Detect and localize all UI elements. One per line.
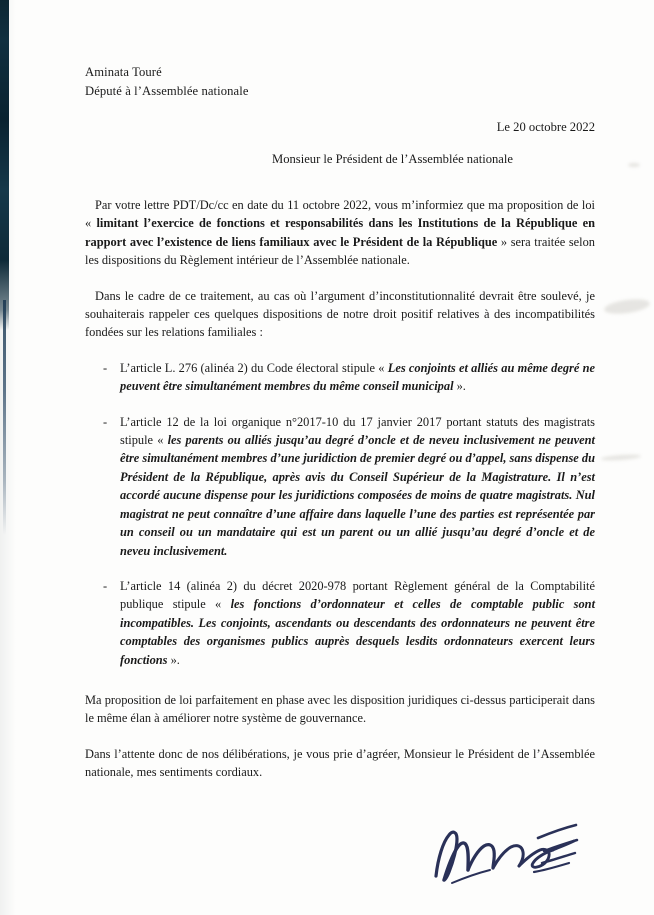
scan-edge-artifact-top (0, 0, 9, 330)
handwritten-signature (416, 806, 606, 898)
paragraph-closing-1: Ma proposition de loi parfaitement en phase avec les disposition juridiques ci-dessus participerait dans le même élan à améliorer notre système de gouvernance. (85, 692, 595, 726)
article-tail: ». (453, 379, 466, 394)
scan-smudge (603, 297, 650, 316)
addressee-line: Monsieur le Président de l’Assemblée nationale (272, 152, 513, 166)
article-quote: les fonctions d’ordonnateur et celles de comptable public sont incompatibles. Les conjoints, ascendants ou descendants des ordonnateurs ne peuvent être comptables des organismes publics auprès desquels lesdits ordonnateurs exercent leurs fonctions (120, 597, 596, 667)
article-quote: Les conjoints et alliés au même degré ne peuvent être simultanément membres du même conseil municipal (120, 360, 595, 394)
article-lead: L’article 12 de la loi organique n°2017-10 du 17 janvier 2017 portant statuts des magistrats stipule « (120, 414, 595, 448)
paragraph-context: Dans le cadre de ce traitement, au cas où l’argument d’inconstitutionnalité devrait être soulevé, je souhaiterais rappeler ces quelques dispositions de notre droit positif relatives à des incompatibilités fondées sur les relations familiales : (85, 288, 595, 340)
paragraph-intro (85, 196, 595, 270)
list-item (85, 577, 595, 669)
sender-title: Député à l’Assemblée nationale (85, 84, 249, 98)
date-line: Le 20 octobre 2022 (496, 120, 595, 134)
closing-block (85, 691, 595, 782)
signature-ink (416, 806, 606, 898)
article-lead: L’article L. 276 (alinéa 2) du Code électoral stipule « (120, 360, 388, 375)
legal-articles-list (85, 359, 595, 669)
scan-smudge (628, 163, 640, 167)
intro-text-lead: Par votre lettre PDT/Dc/cc en date du 11 octobre 2022, vous m’informiez que ma proposition de loi « (85, 198, 595, 231)
article-tail: ». (167, 652, 180, 667)
intro-text-tail: » sera traitée selon les dispositions du Règlement intérieur de l’Assemblée nationale. (85, 234, 596, 268)
article-quote: les parents ou alliés jusqu’au degré d’oncle et de neveu inclusivement ne peuvent être simultanément membres d’une juridiction de premier degré ou d’appel, sans dispense du Président de la République, après avis du Conseil Supérieur de la Magistrature. Il n’est accordé aucune dispense pour les juridictions composées de moins de quatre magistrats. Nul magistrat ne peut connaître d’une affaire dans laquelle l’une des parties est représentée par un conseil ou un mandataire qui est un parent ou un allié jusqu’au degré d’oncle et de neveu inclusivement. (120, 433, 595, 558)
sender-block (85, 63, 249, 101)
letter-content (85, 196, 595, 799)
article-lead: L’article 14 (alinéa 2) du décret 2020-978 portant Règlement général de la Comptabilité publique stipule « (120, 578, 595, 612)
scan-edge-artifact-lower (3, 300, 6, 535)
list-item (85, 359, 595, 396)
list-item (85, 413, 595, 560)
sender-name: Aminata Touré (85, 65, 162, 79)
paragraph-closing-2: Dans l’attente donc de nos délibérations, je vous prie d’agréer, Monsieur le Président de l’Assemblée nationale, mes sentiments cordiaux. (85, 746, 595, 780)
proposed-law-title: limitant l’exercice de fonctions et responsabilités dans les Institutions de la République en rapport avec l’existence de liens familiaux avec le Président de la République (85, 216, 595, 249)
scan-smudge (601, 454, 641, 462)
